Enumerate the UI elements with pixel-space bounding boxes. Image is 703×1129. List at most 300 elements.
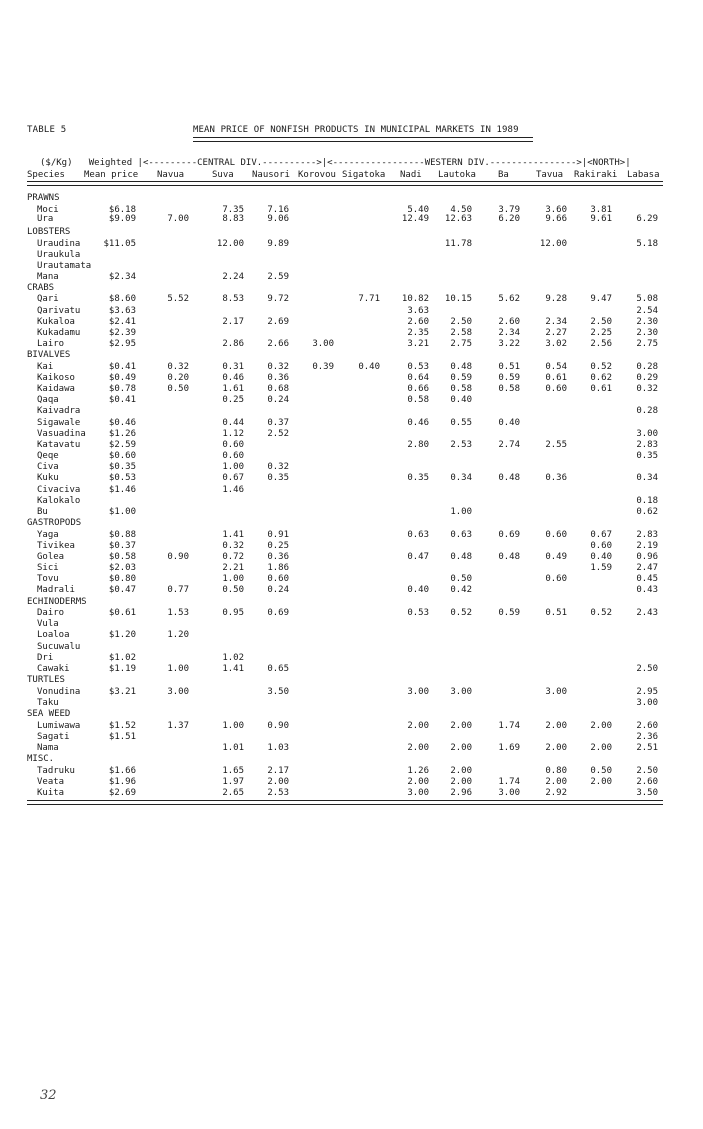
price-cell-tavua: 2.92	[545, 788, 567, 798]
price-cell-mean: $0.53	[108, 473, 136, 483]
price-cell-labasa: 3.00	[636, 429, 658, 439]
price-cell-nausori: 0.24	[267, 585, 289, 595]
price-cell-mean: $0.61	[108, 608, 136, 618]
species-label: Tivikea	[37, 541, 75, 551]
price-cell-ba: 0.59	[498, 373, 520, 383]
price-cell-suva: 12.00	[216, 239, 244, 249]
price-cell-nadi: 10.82	[401, 294, 429, 304]
price-cell-nausori: 2.00	[267, 777, 289, 787]
species-label: Vonudina	[37, 687, 81, 697]
price-cell-suva: 2.17	[222, 317, 244, 327]
price-cell-nausori: 1.03	[267, 743, 289, 753]
price-cell-ba: 0.69	[498, 530, 520, 540]
price-cell-tavua: 0.60	[545, 530, 567, 540]
price-cell-labasa: 2.75	[636, 339, 658, 349]
price-cell-nausori: 0.24	[267, 395, 289, 405]
price-cell-rakiraki: 0.40	[590, 552, 612, 562]
price-cell-suva: 0.50	[222, 585, 244, 595]
price-cell-rakiraki: 2.25	[590, 328, 612, 338]
price-cell-nadi: 0.64	[407, 373, 429, 383]
price-cell-nausori: 0.37	[267, 418, 289, 428]
price-cell-nadi: 5.40	[407, 205, 429, 215]
price-cell-lautoka: 11.78	[444, 239, 472, 249]
price-cell-tavua: 2.00	[545, 721, 567, 731]
price-cell-labasa: 0.18	[636, 496, 658, 506]
price-cell-nadi: 3.00	[407, 687, 429, 697]
price-cell-lautoka: 0.50	[450, 574, 472, 584]
price-cell-lautoka: 0.52	[450, 608, 472, 618]
price-cell-nausori: 9.72	[267, 294, 289, 304]
price-cell-ba: 3.79	[498, 205, 520, 215]
price-cell-nadi: 3.00	[407, 788, 429, 798]
title-underline	[193, 137, 533, 142]
species-label: Tadruku	[37, 766, 75, 776]
price-cell-mean: $1.00	[108, 507, 136, 517]
price-cell-navua: 0.90	[167, 552, 189, 562]
price-cell-rakiraki: 0.61	[590, 384, 612, 394]
price-cell-nausori: 2.59	[267, 272, 289, 282]
species-label: Vula	[37, 619, 59, 629]
price-cell-lautoka: 0.42	[450, 585, 472, 595]
price-cell-lautoka: 2.96	[450, 788, 472, 798]
species-label: Kaikoso	[37, 373, 75, 383]
price-cell-rakiraki: 2.00	[590, 777, 612, 787]
price-cell-rakiraki: 0.67	[590, 530, 612, 540]
price-cell-navua: 1.20	[167, 630, 189, 640]
species-label: Loaloa	[37, 630, 70, 640]
price-cell-suva: 8.53	[222, 294, 244, 304]
price-cell-mean: $0.47	[108, 585, 136, 595]
price-cell-ba: 1.74	[498, 777, 520, 787]
price-cell-mean: $0.35	[108, 462, 136, 472]
species-label: Sucuwalu	[37, 642, 81, 652]
price-cell-nausori: 1.86	[267, 563, 289, 573]
price-cell-suva: 1.65	[222, 766, 244, 776]
category-label: PRAWNS	[27, 193, 60, 203]
price-cell-nausori: 3.50	[267, 687, 289, 697]
price-cell-mean: $1.96	[108, 777, 136, 787]
price-cell-labasa: 2.83	[636, 530, 658, 540]
price-cell-tavua: 0.51	[545, 608, 567, 618]
price-cell-lautoka: 2.50	[450, 317, 472, 327]
price-cell-mean: $3.63	[108, 306, 136, 316]
price-cell-nausori: 9.89	[267, 239, 289, 249]
price-cell-ba: 2.60	[498, 317, 520, 327]
price-cell-nausori: 0.90	[267, 721, 289, 731]
price-cell-lautoka: 1.00	[450, 507, 472, 517]
price-cell-korovou: 0.39	[312, 362, 334, 372]
species-label: Kuita	[37, 788, 65, 798]
price-cell-suva: 0.25	[222, 395, 244, 405]
price-cell-nadi: 0.53	[407, 362, 429, 372]
col-header-navua: Navua	[157, 170, 185, 180]
price-cell-nausori: 2.53	[267, 788, 289, 798]
price-cell-tavua: 0.60	[545, 574, 567, 584]
species-label: Golea	[37, 552, 65, 562]
price-cell-nausori: 9.06	[267, 214, 289, 224]
category-label: BIVALVES	[27, 350, 71, 360]
price-cell-mean: $3.21	[108, 687, 136, 697]
category-label: ECHINODERMS	[27, 597, 87, 607]
price-cell-navua: 1.00	[167, 664, 189, 674]
price-cell-tavua: 2.34	[545, 317, 567, 327]
price-cell-lautoka: 0.48	[450, 552, 472, 562]
price-cell-mean: $0.41	[108, 395, 136, 405]
price-cell-mean: $0.58	[108, 552, 136, 562]
price-cell-mean: $1.20	[108, 630, 136, 640]
price-cell-labasa: 2.30	[636, 328, 658, 338]
price-cell-rakiraki: 2.00	[590, 743, 612, 753]
price-cell-ba: 1.69	[498, 743, 520, 753]
col-header-nadi: Nadi	[400, 170, 422, 180]
species-label: Tovu	[37, 574, 59, 584]
price-cell-nausori: 7.16	[267, 205, 289, 215]
price-cell-nadi: 0.58	[407, 395, 429, 405]
species-label: Qaqa	[37, 395, 59, 405]
price-cell-mean: $0.37	[108, 541, 136, 551]
price-cell-mean: $0.41	[108, 362, 136, 372]
species-label: Uraudina	[37, 239, 81, 249]
price-cell-labasa: 2.43	[636, 608, 658, 618]
price-cell-suva: 2.86	[222, 339, 244, 349]
price-cell-ba: 1.74	[498, 721, 520, 731]
price-cell-suva: 0.60	[222, 451, 244, 461]
price-cell-suva: 1.46	[222, 485, 244, 495]
price-cell-nadi: 3.21	[407, 339, 429, 349]
price-cell-nadi: 2.35	[407, 328, 429, 338]
price-cell-tavua: 9.66	[545, 214, 567, 224]
price-cell-suva: 0.31	[222, 362, 244, 372]
price-cell-mean: $8.60	[108, 294, 136, 304]
category-label: MISC.	[27, 754, 55, 764]
price-cell-nausori: 0.36	[267, 552, 289, 562]
price-cell-nausori: 2.69	[267, 317, 289, 327]
price-cell-suva: 2.65	[222, 788, 244, 798]
species-label: Kukaloa	[37, 317, 75, 327]
price-cell-mean: $1.46	[108, 485, 136, 495]
price-cell-suva: 1.41	[222, 664, 244, 674]
price-cell-suva: 1.02	[222, 653, 244, 663]
price-cell-nadi: 12.49	[401, 214, 429, 224]
price-cell-nausori: 0.32	[267, 462, 289, 472]
division-header-row: ($/Kg) Weighted |<---------CENTRAL DIV.---------->|<-----------------WESTERN DIV.---------------->|<NORTH>|	[40, 158, 631, 168]
price-cell-nadi: 0.53	[407, 608, 429, 618]
species-label: Sici	[37, 563, 59, 573]
col-header-labasa: Labasa	[627, 170, 660, 180]
species-label: Kaidawa	[37, 384, 75, 394]
price-cell-lautoka: 2.53	[450, 440, 472, 450]
price-cell-tavua: 2.00	[545, 743, 567, 753]
price-cell-mean: $0.46	[108, 418, 136, 428]
price-cell-ba: 0.48	[498, 552, 520, 562]
species-label: Cawaki	[37, 664, 70, 674]
price-cell-labasa: 2.50	[636, 766, 658, 776]
price-cell-suva: 0.44	[222, 418, 244, 428]
price-cell-tavua: 2.00	[545, 777, 567, 787]
price-cell-ba: 0.59	[498, 608, 520, 618]
price-cell-suva: 1.00	[222, 462, 244, 472]
price-cell-ba: 0.40	[498, 418, 520, 428]
price-cell-ba: 0.51	[498, 362, 520, 372]
species-label: Vasuadina	[37, 429, 86, 439]
col-header-species: Species	[27, 170, 65, 180]
price-cell-nadi: 0.63	[407, 530, 429, 540]
price-cell-mean: $2.34	[108, 272, 136, 282]
species-label: Nama	[37, 743, 59, 753]
price-cell-suva: 1.01	[222, 743, 244, 753]
price-cell-navua: 5.52	[167, 294, 189, 304]
price-cell-tavua: 0.60	[545, 384, 567, 394]
price-cell-sigatoka: 0.40	[358, 362, 380, 372]
price-cell-nausori: 2.66	[267, 339, 289, 349]
col-header-tavua: Tavua	[536, 170, 564, 180]
species-label: Sagati	[37, 732, 70, 742]
price-cell-lautoka: 12.63	[444, 214, 472, 224]
price-cell-tavua: 0.61	[545, 373, 567, 383]
price-cell-rakiraki: 1.59	[590, 563, 612, 573]
price-cell-suva: 1.41	[222, 530, 244, 540]
price-cell-navua: 7.00	[167, 214, 189, 224]
price-cell-lautoka: 3.00	[450, 687, 472, 697]
price-cell-navua: 0.20	[167, 373, 189, 383]
price-cell-lautoka: 0.63	[450, 530, 472, 540]
price-cell-navua: 0.77	[167, 585, 189, 595]
price-cell-lautoka: 0.48	[450, 362, 472, 372]
price-cell-nadi: 3.63	[407, 306, 429, 316]
price-cell-lautoka: 2.75	[450, 339, 472, 349]
price-cell-navua: 1.53	[167, 608, 189, 618]
price-cell-tavua: 3.02	[545, 339, 567, 349]
price-cell-suva: 0.95	[222, 608, 244, 618]
species-label: Qarivatu	[37, 306, 81, 316]
price-cell-sigatoka: 7.71	[358, 294, 380, 304]
price-cell-mean: $9.09	[108, 214, 136, 224]
price-cell-labasa: 0.45	[636, 574, 658, 584]
price-cell-nadi: 1.26	[407, 766, 429, 776]
price-cell-rakiraki: 0.50	[590, 766, 612, 776]
price-cell-nausori: 0.68	[267, 384, 289, 394]
price-cell-nausori: 0.91	[267, 530, 289, 540]
price-cell-nausori: 2.17	[267, 766, 289, 776]
price-cell-labasa: 2.36	[636, 732, 658, 742]
price-cell-suva: 0.32	[222, 541, 244, 551]
price-cell-labasa: 2.54	[636, 306, 658, 316]
price-cell-mean: $1.19	[108, 664, 136, 674]
price-cell-ba: 6.20	[498, 214, 520, 224]
bottom-rule	[27, 800, 663, 805]
price-cell-ba: 3.22	[498, 339, 520, 349]
species-label: Sigawale	[37, 418, 81, 428]
price-cell-rakiraki: 9.61	[590, 214, 612, 224]
price-cell-tavua: 2.55	[545, 440, 567, 450]
price-cell-lautoka: 0.59	[450, 373, 472, 383]
price-cell-ba: 0.58	[498, 384, 520, 394]
price-cell-mean: $1.26	[108, 429, 136, 439]
price-cell-mean: $2.95	[108, 339, 136, 349]
price-cell-labasa: 5.08	[636, 294, 658, 304]
price-cell-lautoka: 2.58	[450, 328, 472, 338]
price-cell-nadi: 0.40	[407, 585, 429, 595]
species-label: Katavatu	[37, 440, 81, 450]
price-cell-rakiraki: 3.81	[590, 205, 612, 215]
price-cell-suva: 1.00	[222, 574, 244, 584]
price-cell-mean: $1.52	[108, 721, 136, 731]
price-cell-tavua: 3.60	[545, 205, 567, 215]
price-cell-nadi: 0.35	[407, 473, 429, 483]
price-cell-labasa: 0.28	[636, 406, 658, 416]
price-cell-suva: 2.21	[222, 563, 244, 573]
price-cell-mean: $0.60	[108, 451, 136, 461]
species-label: Moci	[37, 205, 59, 215]
price-cell-rakiraki: 0.60	[590, 541, 612, 551]
species-label: Mana	[37, 272, 59, 282]
price-cell-labasa: 0.29	[636, 373, 658, 383]
table-title: MEAN PRICE OF NONFISH PRODUCTS IN MUNICIPAL MARKETS IN 1989	[193, 125, 519, 135]
price-cell-lautoka: 4.50	[450, 205, 472, 215]
price-cell-nadi: 2.60	[407, 317, 429, 327]
price-cell-mean: $0.78	[108, 384, 136, 394]
price-cell-labasa: 3.00	[636, 698, 658, 708]
species-label: Qeqe	[37, 451, 59, 461]
col-header-lautoka: Lautoka	[438, 170, 476, 180]
price-cell-mean: $2.39	[108, 328, 136, 338]
price-cell-labasa: 6.29	[636, 214, 658, 224]
price-cell-labasa: 0.43	[636, 585, 658, 595]
price-cell-nausori: 0.69	[267, 608, 289, 618]
price-cell-labasa: 5.18	[636, 239, 658, 249]
price-cell-tavua: 3.00	[545, 687, 567, 697]
price-cell-lautoka: 0.40	[450, 395, 472, 405]
price-cell-nadi: 0.47	[407, 552, 429, 562]
species-label: Kuku	[37, 473, 59, 483]
price-cell-ba: 5.62	[498, 294, 520, 304]
price-cell-nadi: 2.00	[407, 777, 429, 787]
col-header-nausori: Nausori	[252, 170, 290, 180]
price-cell-nausori: 0.65	[267, 664, 289, 674]
category-label: TURTLES	[27, 675, 65, 685]
price-cell-lautoka: 10.15	[444, 294, 472, 304]
page-number-handwritten: 32	[40, 1088, 57, 1103]
price-cell-nausori: 0.60	[267, 574, 289, 584]
price-cell-labasa: 0.35	[636, 451, 658, 461]
species-label: Ura	[37, 214, 54, 224]
price-cell-labasa: 2.47	[636, 563, 658, 573]
price-cell-labasa: 0.96	[636, 552, 658, 562]
species-label: Civaciva	[37, 485, 81, 495]
price-cell-nausori: 0.36	[267, 373, 289, 383]
col-header-rakiraki: Rakiraki	[574, 170, 618, 180]
species-label: Dairo	[37, 608, 65, 618]
price-cell-ba: 3.00	[498, 788, 520, 798]
price-cell-nausori: 0.25	[267, 541, 289, 551]
price-cell-lautoka: 0.55	[450, 418, 472, 428]
species-label: Kai	[37, 362, 54, 372]
price-cell-lautoka: 2.00	[450, 766, 472, 776]
category-label: LOBSTERS	[27, 227, 71, 237]
price-cell-suva: 1.97	[222, 777, 244, 787]
species-label: Qari	[37, 294, 59, 304]
price-cell-ba: 0.48	[498, 473, 520, 483]
price-cell-tavua: 0.49	[545, 552, 567, 562]
price-cell-nadi: 0.46	[407, 418, 429, 428]
price-cell-suva: 0.72	[222, 552, 244, 562]
species-label: Lumiwawa	[37, 721, 81, 731]
price-cell-suva: 1.61	[222, 384, 244, 394]
species-label: Taku	[37, 698, 59, 708]
table-label: TABLE 5	[27, 125, 67, 135]
price-cell-tavua: 12.00	[539, 239, 567, 249]
price-cell-labasa: 2.50	[636, 664, 658, 674]
species-label: Yaga	[37, 530, 59, 540]
price-cell-mean: $1.02	[108, 653, 136, 663]
price-cell-lautoka: 2.00	[450, 743, 472, 753]
category-label: CRABS	[27, 283, 55, 293]
price-cell-rakiraki: 2.56	[590, 339, 612, 349]
price-cell-suva: 1.12	[222, 429, 244, 439]
price-cell-labasa: 2.19	[636, 541, 658, 551]
species-label: Kalokalo	[37, 496, 81, 506]
price-cell-labasa: 3.50	[636, 788, 658, 798]
price-cell-labasa: 0.34	[636, 473, 658, 483]
price-cell-suva: 2.24	[222, 272, 244, 282]
col-header-sigatoka: Sigatoka	[342, 170, 386, 180]
price-cell-labasa: 2.60	[636, 721, 658, 731]
price-cell-mean: $11.05	[103, 239, 136, 249]
price-cell-tavua: 0.80	[545, 766, 567, 776]
price-cell-rakiraki: 2.50	[590, 317, 612, 327]
species-label: Kaivadra	[37, 406, 81, 416]
price-cell-tavua: 0.54	[545, 362, 567, 372]
col-header-mean-price: Mean price	[84, 170, 139, 180]
price-cell-labasa: 0.32	[636, 384, 658, 394]
species-label: Kukadamu	[37, 328, 81, 338]
price-cell-mean: $6.18	[108, 205, 136, 215]
price-cell-navua: 1.37	[167, 721, 189, 731]
price-cell-navua: 3.00	[167, 687, 189, 697]
price-cell-ba: 2.34	[498, 328, 520, 338]
price-cell-mean: $2.41	[108, 317, 136, 327]
price-cell-suva: 7.35	[222, 205, 244, 215]
price-cell-mean: $0.80	[108, 574, 136, 584]
price-cell-labasa: 0.28	[636, 362, 658, 372]
species-label: Bu	[37, 507, 48, 517]
price-cell-labasa: 2.51	[636, 743, 658, 753]
price-cell-mean: $0.49	[108, 373, 136, 383]
price-cell-tavua: 0.36	[545, 473, 567, 483]
price-cell-rakiraki: 2.00	[590, 721, 612, 731]
price-cell-rakiraki: 0.52	[590, 608, 612, 618]
price-cell-rakiraki: 0.52	[590, 362, 612, 372]
category-label: SEA WEED	[27, 709, 71, 719]
price-cell-ba: 2.74	[498, 440, 520, 450]
price-cell-rakiraki: 9.47	[590, 294, 612, 304]
price-cell-labasa: 2.95	[636, 687, 658, 697]
price-cell-tavua: 2.27	[545, 328, 567, 338]
price-cell-mean: $0.88	[108, 530, 136, 540]
price-cell-labasa: 2.60	[636, 777, 658, 787]
species-label: Urautamata	[37, 261, 92, 271]
category-label: GASTROPODS	[27, 518, 82, 528]
header-rule	[27, 181, 663, 186]
price-cell-lautoka: 2.00	[450, 777, 472, 787]
col-header-suva: Suva	[212, 170, 234, 180]
price-cell-korovou: 3.00	[312, 339, 334, 349]
price-cell-mean: $1.66	[108, 766, 136, 776]
price-cell-mean: $2.03	[108, 563, 136, 573]
price-cell-suva: 0.46	[222, 373, 244, 383]
species-label: Madrali	[37, 585, 75, 595]
price-cell-navua: 0.32	[167, 362, 189, 372]
